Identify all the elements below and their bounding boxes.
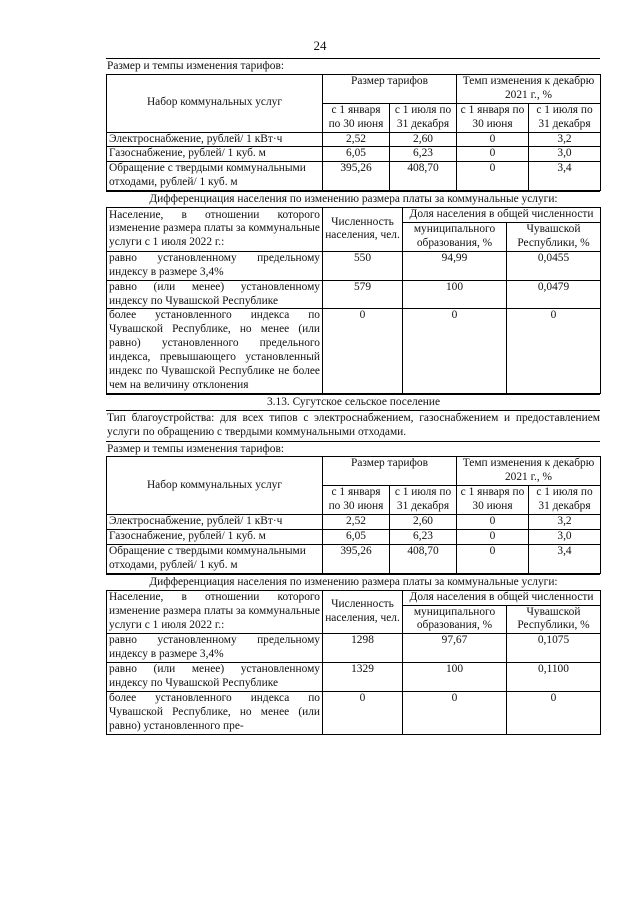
tariff-value: 6,23 — [390, 147, 457, 162]
col-header-population: Население, в отношении которого изменение размера платы за коммунальные услуги с 1 июля 2022 г.: — [107, 590, 323, 634]
population-count: 1298 — [323, 634, 403, 663]
rate-value: 0 — [457, 147, 529, 162]
population-label: равно (или менее) установленному индексу по Чувашской Республике — [107, 663, 323, 692]
sub-header-municipal: муниципального образования, % — [403, 222, 507, 251]
table-row — [107, 515, 601, 530]
col-header-services: Набор коммунальных услуг — [107, 74, 323, 132]
sub-header-period: с 1 января по 30 июня — [323, 486, 390, 515]
col-header-tariff-size: Размер тарифов — [323, 74, 457, 103]
tariff-value: 6,05 — [323, 147, 390, 162]
table-row — [107, 147, 601, 162]
share-municipal: 94,99 — [403, 251, 507, 280]
sub-header-period: с 1 июля по 31 декабря — [390, 103, 457, 132]
service-name: Обращение с твердыми коммунальными отходами, рублей/ 1 куб. м — [107, 544, 323, 573]
diff-intro: Дифференциация населения по изменению размера платы за коммунальные услуги: — [106, 191, 600, 207]
differentiation-table — [106, 207, 601, 394]
col-header-share: Доля населения в общей численности — [403, 208, 601, 223]
sub-header-period: с 1 января по 30 июня — [323, 103, 390, 132]
tariff-value: 395,26 — [323, 162, 390, 191]
sub-header-period: с 1 июля по 31 декабря — [390, 486, 457, 515]
service-name: Газоснабжение, рублей/ 1 куб. м — [107, 530, 323, 545]
rate-value: 0 — [457, 544, 529, 573]
col-header-count: Численность населения, чел. — [323, 208, 403, 252]
share-municipal: 100 — [403, 280, 507, 309]
tariffs-intro: Размер и темпы изменения тарифов: — [106, 58, 600, 74]
service-name: Электроснабжение, рублей/ 1 кВт·ч — [107, 132, 323, 147]
population-count: 0 — [323, 309, 403, 393]
tariffs-table — [106, 74, 601, 191]
share-municipal: 0 — [403, 309, 507, 393]
col-header-count: Численность населения, чел. — [323, 590, 403, 634]
table-row — [107, 691, 601, 734]
col-header-share: Доля населения в общей численности — [403, 590, 601, 605]
table-row — [107, 251, 601, 280]
share-republic: 0,1075 — [507, 634, 601, 663]
rate-value: 3,0 — [529, 530, 601, 545]
table-row — [107, 280, 601, 309]
tariff-value: 2,52 — [323, 515, 390, 530]
tariff-value: 6,05 — [323, 530, 390, 545]
service-name: Обращение с твердыми коммунальными отходами, рублей/ 1 куб. м — [107, 162, 323, 191]
table-row — [107, 663, 601, 692]
section-heading: 3.13. Сугутское сельское поселение — [106, 394, 600, 410]
diff-intro: Дифференциация населения по изменению размера платы за коммунальные услуги: — [106, 574, 600, 590]
sub-header-republic: Чувашской Республики, % — [507, 222, 601, 251]
col-header-change-rate: Темп изменения к декабрю 2021 г., % — [457, 74, 601, 103]
table-row — [107, 634, 601, 663]
sub-header-period: с 1 января по 30 июня — [457, 486, 529, 515]
table-row — [107, 530, 601, 545]
population-label: равно установленному предельному индексу в размере 3,4% — [107, 634, 323, 663]
share-republic: 0 — [507, 309, 601, 393]
col-header-tariff-size: Размер тарифов — [323, 457, 457, 486]
col-header-services: Набор коммунальных услуг — [107, 457, 323, 515]
sub-header-period: с 1 января по 30 июня — [457, 103, 529, 132]
population-label: равно установленному предельному индексу в размере 3,4% — [107, 251, 323, 280]
tariff-value: 395,26 — [323, 544, 390, 573]
population-count: 550 — [323, 251, 403, 280]
tariff-value: 408,70 — [390, 544, 457, 573]
page-number: 24 — [313, 38, 327, 53]
table-row — [107, 544, 601, 573]
rate-value: 3,4 — [529, 162, 601, 191]
tariff-value: 2,52 — [323, 132, 390, 147]
table-row — [107, 162, 601, 191]
rate-value: 3,0 — [529, 147, 601, 162]
tariffs-intro: Размер и темпы изменения тарифов: — [106, 441, 600, 457]
share-municipal: 97,67 — [403, 634, 507, 663]
sub-header-period: с 1 июля по 31 декабря — [529, 103, 601, 132]
share-republic: 0,0455 — [507, 251, 601, 280]
sub-header-republic: Чувашской Республики, % — [507, 605, 601, 634]
share-republic: 0,1100 — [507, 663, 601, 692]
table-row — [107, 309, 601, 393]
rate-value: 3,2 — [529, 132, 601, 147]
sub-header-period: с 1 июля по 31 декабря — [529, 486, 601, 515]
share-republic: 0 — [507, 691, 601, 734]
rate-value: 0 — [457, 132, 529, 147]
sub-header-municipal: муниципального образования, % — [403, 605, 507, 634]
tariff-value: 2,60 — [390, 515, 457, 530]
tariffs-table — [106, 456, 601, 573]
tariff-value: 2,60 — [390, 132, 457, 147]
rate-value: 0 — [457, 162, 529, 191]
page-content — [106, 58, 600, 735]
tariff-value: 408,70 — [390, 162, 457, 191]
share-municipal: 0 — [403, 691, 507, 734]
service-name: Электроснабжение, рублей/ 1 кВт·ч — [107, 515, 323, 530]
population-count: 579 — [323, 280, 403, 309]
population-count: 1329 — [323, 663, 403, 692]
col-header-change-rate: Темп изменения к декабрю 2021 г., % — [457, 457, 601, 486]
type-note: Тип благоустройства: для всех типов с электроснабжением, газоснабжением и предоставлением услуги по обращению с твердыми коммунальными отходами. — [106, 410, 600, 441]
tariff-value: 6,23 — [390, 530, 457, 545]
rate-value: 3,4 — [529, 544, 601, 573]
table-row — [107, 132, 601, 147]
share-municipal: 100 — [403, 663, 507, 692]
rate-value: 0 — [457, 515, 529, 530]
population-label: равно (или менее) установленному индексу по Чувашской Республике — [107, 280, 323, 309]
share-republic: 0,0479 — [507, 280, 601, 309]
rate-value: 0 — [457, 530, 529, 545]
population-label: более установленного индекса по Чувашской Республике, но менее (или равно) установленного пре- — [107, 691, 323, 734]
population-label: более установленного индекса по Чувашской Республике, но менее (или равно) установленного предельного индекса, превышающего установленный индекс по Чувашской Республике не более чем на величину отклонения — [107, 309, 323, 393]
service-name: Газоснабжение, рублей/ 1 куб. м — [107, 147, 323, 162]
differentiation-table — [106, 590, 601, 735]
col-header-population: Население, в отношении которого изменение размера платы за коммунальные услуги с 1 июля 2022 г.: — [107, 208, 323, 252]
rate-value: 3,2 — [529, 515, 601, 530]
population-count: 0 — [323, 691, 403, 734]
